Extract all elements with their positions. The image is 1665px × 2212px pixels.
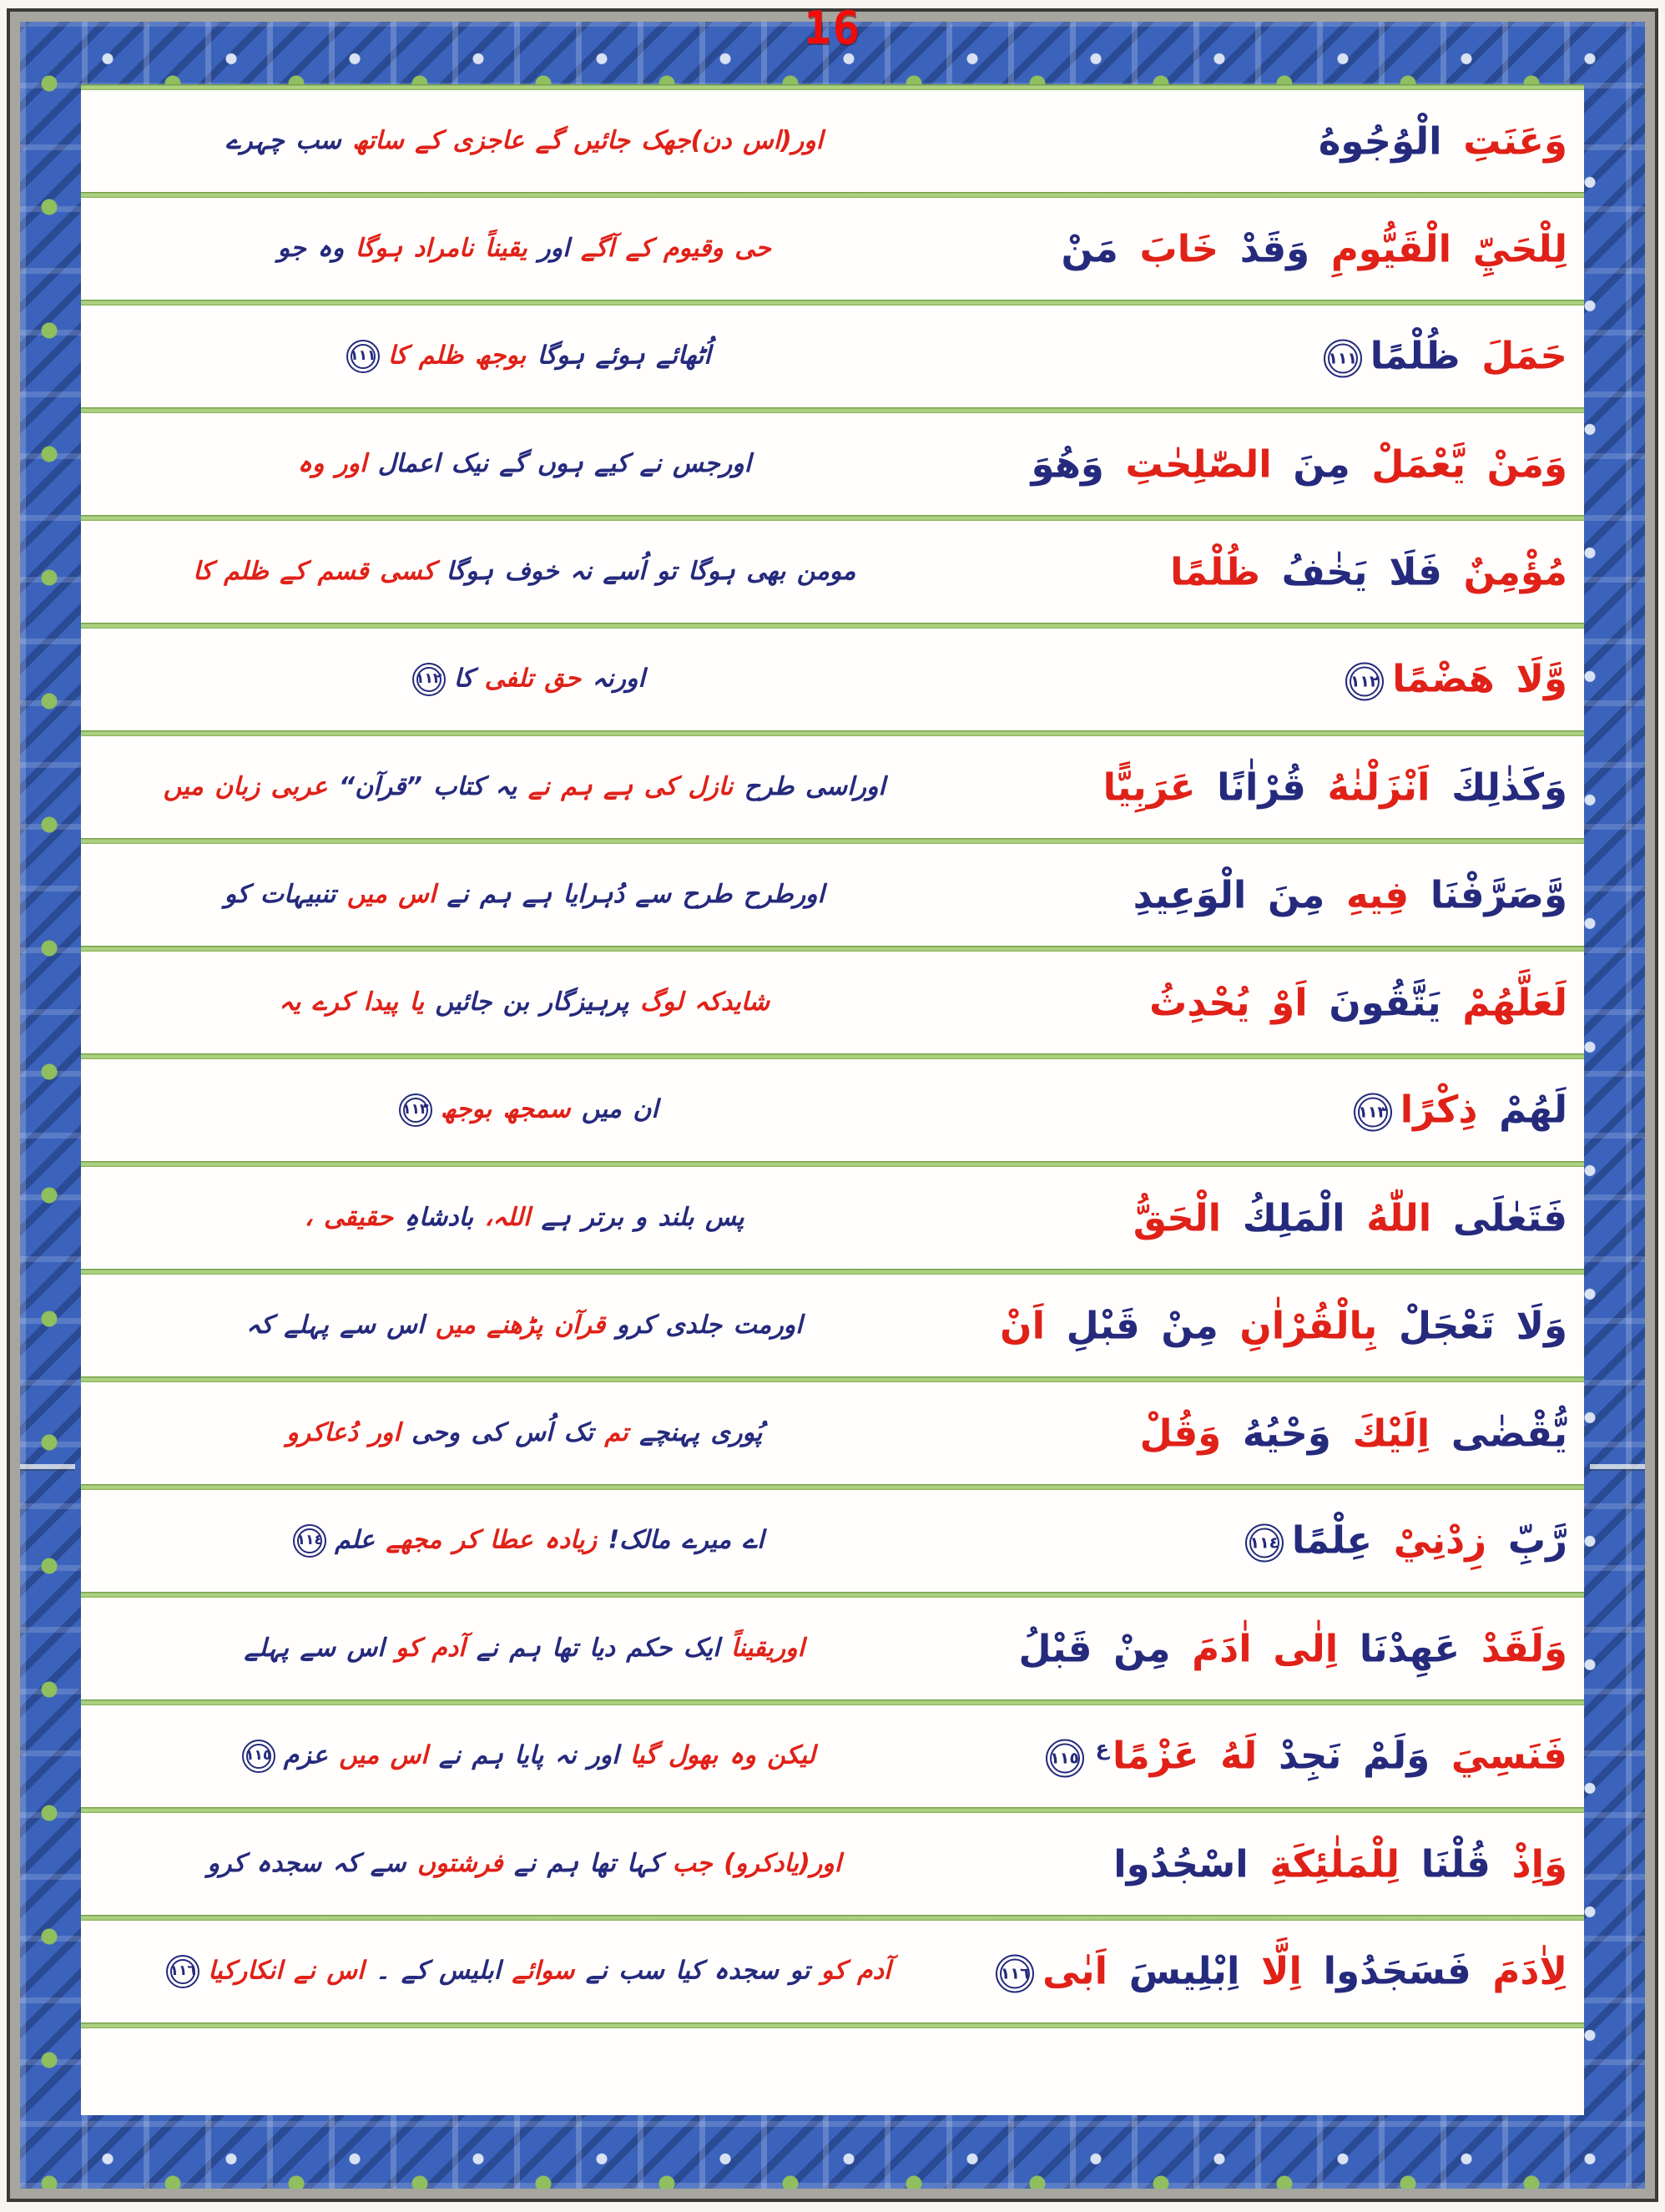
arabic-text-segment: الصّٰلِحٰتِ	[1125, 442, 1272, 487]
urdu-text-segment: پُوری پہنچے	[639, 1417, 763, 1447]
arabic-text-segment: اللّٰهُ	[1366, 1195, 1432, 1240]
arabic-text-segment: مِنَ الْوَعِيدِ	[1133, 872, 1325, 917]
green-divider	[81, 1053, 1584, 1059]
arabic-text-segment: وَلَمْ نَجِدْ	[1279, 1733, 1430, 1778]
urdu-text-segment: اور نہ پایا ہم نے	[439, 1740, 619, 1770]
urdu-translation-line	[111, 450, 938, 479]
arabic-text-segment: الْمَلِكُ	[1242, 1195, 1345, 1240]
urdu-text-segment: زیادہ عطا کر مجھے	[386, 1525, 598, 1555]
urdu-text-segment: اس میں	[346, 879, 436, 909]
arabic-text-segment: فَسَجَدُوا	[1323, 1948, 1471, 1993]
arabic-verse-line	[1315, 333, 1567, 378]
arabic-text-segment: فَلَا يَخٰفُ	[1281, 549, 1442, 594]
verse-row	[81, 1705, 1584, 1807]
urdu-translation-line	[111, 1850, 938, 1879]
verse-row	[81, 413, 1584, 515]
arabic-text-segment: ذِكْرًا	[1400, 1087, 1478, 1132]
urdu-text-segment: اورجس نے کیے ہوں گے نیک اعمال	[377, 448, 752, 478]
green-divider	[81, 1484, 1584, 1490]
urdu-translation-line	[111, 1634, 938, 1664]
urdu-text-segment: ان میں	[581, 1094, 658, 1124]
urdu-text-segment: اس سے پہلے	[244, 1633, 385, 1663]
urdu-text-segment: نازل کی ہے ہم نے	[527, 771, 734, 801]
urdu-translation-line	[111, 235, 938, 264]
urdu-translation-line	[111, 1419, 938, 1448]
arabic-text-segment: الْحَقُّ	[1133, 1195, 1222, 1240]
verse-row	[81, 1275, 1584, 1376]
arabic-text-segment: لَهُمْ	[1499, 1087, 1567, 1132]
decorative-blue-border	[20, 22, 1645, 2189]
green-divider	[81, 1269, 1584, 1275]
verse-row	[81, 1813, 1584, 1915]
urdu-text-segment: اوراسی طرح	[744, 771, 885, 801]
arabic-text-segment: وَهُوَ	[1031, 442, 1104, 487]
urdu-text-segment: آدم کو	[820, 1956, 891, 1986]
urdu-text-segment: بوجھ ظلم کا	[387, 341, 527, 371]
arabic-text-segment: عَرَبِيًّا	[1102, 765, 1196, 810]
arabic-text-segment: وَقَدْ	[1239, 226, 1310, 271]
urdu-text-segment: بادشاہِ	[404, 1202, 474, 1232]
arabic-text-segment: وَّصَرَّفْنَا	[1430, 872, 1567, 917]
urdu-text-segment: فرشتوں	[417, 1848, 503, 1878]
arabic-verse-line	[1170, 551, 1567, 593]
arabic-text-segment: مِنْ قَبْلِ	[1066, 1303, 1218, 1348]
urdu-text-segment: پرہیزگار بن جائیں	[435, 987, 629, 1017]
verse-row	[81, 90, 1584, 192]
arabic-verse-line	[1037, 1735, 1567, 1778]
verse-number-circle-urdu: ١١٥	[242, 1740, 275, 1773]
green-divider	[81, 623, 1584, 629]
green-divider	[81, 1161, 1584, 1167]
arabic-text-segment: مِنْ قَبْلُ	[1018, 1626, 1171, 1671]
urdu-text-segment: علم	[335, 1525, 375, 1555]
arabic-text-segment: بِالْقُرْاٰنِ	[1239, 1303, 1378, 1348]
urdu-text-segment: اس نے انکارکیا	[208, 1956, 365, 1986]
arabic-text-segment: اَنْ	[1000, 1303, 1045, 1348]
arabic-verse-line	[1319, 120, 1567, 162]
arabic-text-segment: قُرْاٰنًا	[1217, 765, 1306, 810]
arabic-text-segment: لَعَلَّهُمْ	[1462, 980, 1567, 1025]
arabic-verse-line	[1237, 1520, 1567, 1563]
green-divider	[81, 2023, 1584, 2028]
arabic-text-segment: مُؤْمِنٌ	[1463, 549, 1567, 594]
verse-number-circle-urdu: ١١٣	[399, 1093, 432, 1127]
verse-row	[81, 844, 1584, 946]
urdu-translation-line	[111, 340, 938, 373]
urdu-translation-line	[111, 881, 938, 910]
arabic-text-segment: قُلْنَا	[1420, 1841, 1491, 1886]
verse-number-circle-arabic: ١١٢	[1345, 663, 1384, 701]
arabic-verse-line	[1061, 228, 1567, 270]
verse-row	[81, 306, 1584, 407]
urdu-text-segment: اورنہ	[592, 664, 645, 694]
arabic-text-segment: وَقُلْ	[1139, 1411, 1222, 1456]
arabic-verse-line	[1133, 874, 1567, 916]
urdu-text-segment: عزم	[283, 1740, 328, 1770]
verse-number-circle-urdu: ١١٢	[412, 663, 446, 696]
verse-number-circle-arabic: ١١٦	[996, 1955, 1034, 1993]
urdu-text-segment: اور وہ	[297, 448, 367, 478]
urdu-translation-line	[111, 988, 938, 1018]
green-divider	[81, 515, 1584, 521]
arabic-text-segment: اَبٰى	[1042, 1948, 1108, 1993]
arabic-verse-line	[1018, 1628, 1567, 1669]
arabic-text-segment: لَهُ عَزْمًا	[1112, 1733, 1258, 1778]
urdu-text-segment: مومن بھی ہوگا تو اُسے نہ خوف ہوگا	[446, 556, 856, 586]
urdu-translation-line	[111, 1740, 938, 1773]
urdu-translation-line	[111, 1204, 938, 1233]
verse-row	[81, 1490, 1584, 1592]
verse-row	[81, 736, 1584, 838]
arabic-text-segment: عِلْمًا	[1291, 1518, 1373, 1563]
arabic-text-segment: اِبْلِيسَ	[1128, 1948, 1240, 1993]
urdu-text-segment: سب چہرے	[225, 125, 341, 155]
arabic-text-segment: زِدْنِيْ	[1393, 1518, 1487, 1563]
green-divider	[81, 1915, 1584, 1921]
arabic-verse-line	[1000, 1305, 1567, 1346]
green-divider	[81, 1592, 1584, 1598]
arabic-text-segment: اِلٰى اٰدَمَ	[1192, 1626, 1339, 1671]
urdu-text-segment: ابلیس کے ۔	[375, 1956, 502, 1986]
urdu-text-segment: اے میرے مالک!	[608, 1525, 764, 1555]
green-divider	[81, 1376, 1584, 1382]
arabic-verse-line	[1345, 1089, 1567, 1132]
arabic-text-segment: الْوُجُوهُ	[1318, 119, 1442, 164]
arabic-text-segment: وَعَنَتِ	[1463, 119, 1567, 164]
arabic-text-segment: فِيهِ	[1346, 872, 1410, 917]
urdu-text-segment: اور(یادکرو) جب	[672, 1848, 842, 1878]
urdu-text-segment: اُٹھائے ہوئے ہوگا	[537, 341, 711, 371]
verse-row	[81, 1167, 1584, 1269]
arabic-text-segment: اَنْزَلْنٰهُ	[1327, 765, 1430, 810]
urdu-text-segment: یہ کتاب ”قرآن“	[338, 771, 517, 801]
arabic-text-segment: خَابَ	[1139, 226, 1219, 271]
verse-number-circle-arabic: ١١٥	[1046, 1740, 1084, 1778]
urdu-translation-line	[111, 773, 938, 802]
green-divider	[81, 1807, 1584, 1813]
arabic-text-segment: اِلَّا	[1261, 1948, 1302, 1993]
arabic-text-segment: وَكَذٰلِكَ	[1451, 765, 1567, 810]
urdu-text-segment: اس میں	[339, 1740, 428, 1770]
urdu-text-segment: حی وقیوم کے آگے	[580, 233, 771, 263]
urdu-text-segment: تو سجدہ کیا سب نے	[585, 1956, 810, 1986]
urdu-text-segment: اورمت جلدی کرو	[616, 1310, 803, 1340]
urdu-text-segment: سمجھ بوجھ	[440, 1094, 571, 1124]
urdu-text-segment: تنبیہات کو	[224, 879, 336, 909]
urdu-text-segment: اوریقیناً	[730, 1633, 805, 1663]
urdu-text-segment: ایک حکم دیا تھا ہم نے	[476, 1633, 720, 1663]
urdu-text-segment: تم	[604, 1417, 628, 1447]
urdu-text-segment: اور	[538, 233, 570, 263]
arabic-text-segment: اَوْ يُحْدِثُ	[1149, 980, 1308, 1025]
urdu-text-segment: پس بلند و برتر ہے	[541, 1202, 744, 1232]
urdu-text-segment: کہا تھا ہم نے	[514, 1848, 662, 1878]
arabic-verse-line	[1103, 766, 1567, 808]
verse-row	[81, 521, 1584, 623]
arabic-text-segment: وَحْيُهُ	[1242, 1411, 1331, 1456]
arabic-text-segment: وَلَا تَعْجَلْ	[1398, 1303, 1567, 1348]
arabic-text-segment: يَتَّقُونَ	[1329, 980, 1441, 1025]
urdu-text-segment: سے کہ سجدہ کرو	[207, 1848, 406, 1878]
arabic-text-segment: وَلَقَدْ	[1481, 1626, 1567, 1671]
scan-seam-right	[1590, 1464, 1645, 1469]
arabic-text-segment: لِاٰدَمَ	[1492, 1948, 1567, 1993]
verse-row	[81, 1059, 1584, 1161]
urdu-text-segment: اللہ،	[484, 1202, 531, 1232]
outer-frame	[7, 8, 1658, 2202]
verse-number-circle-arabic: ١١٤	[1245, 1524, 1284, 1563]
arabic-text-segment: مَنْ	[1061, 226, 1118, 271]
arabic-text-segment: حَمَلَ	[1481, 333, 1567, 378]
arabic-text-segment: يُّقْضٰى	[1451, 1411, 1567, 1456]
arabic-text-segment: فَنَسِيَ	[1451, 1733, 1567, 1778]
arabic-text-segment: ظُلْمًا	[1170, 549, 1260, 594]
arabic-text-segment: فَتَعٰلَى	[1452, 1195, 1567, 1240]
arabic-text-segment: وَّلَا هَضْمًا	[1392, 656, 1567, 701]
urdu-text-segment: یا پیدا کرے یہ	[279, 987, 425, 1017]
arabic-verse-line	[1337, 656, 1567, 701]
urdu-translation-line	[111, 1524, 938, 1558]
urdu-text-segment: اورطرح طرح سے دُہرایا ہے ہم نے	[447, 879, 825, 909]
urdu-text-segment: اور(اس دن)جھک جائیں گے عاجزی کے ساتھ	[352, 125, 824, 155]
arabic-text-segment: مِنَ	[1293, 442, 1350, 487]
arabic-verse-line	[1140, 1412, 1567, 1454]
green-divider	[81, 407, 1584, 413]
urdu-translation-line	[111, 1955, 938, 1988]
urdu-text-segment: کا	[453, 664, 474, 694]
urdu-text-segment: وہ جو	[277, 233, 345, 263]
urdu-translation-line	[111, 1311, 938, 1341]
urdu-translation-line	[111, 1093, 938, 1127]
urdu-text-segment: حق تلفی	[484, 664, 582, 694]
arabic-verse-line	[987, 1948, 1567, 1993]
green-divider	[81, 1699, 1584, 1705]
arabic-verse-line	[1113, 1843, 1567, 1885]
verses-panel	[81, 84, 1584, 2115]
empty-row	[81, 2028, 1584, 2115]
urdu-text-segment: شایدکہ لوگ	[639, 987, 770, 1017]
verse-number-circle-urdu: ١١١	[346, 340, 380, 373]
scan-seam-left	[20, 1464, 75, 1469]
urdu-text-segment: آدم کو	[396, 1633, 466, 1663]
verse-number-circle-urdu: ١١٤	[293, 1524, 326, 1558]
urdu-text-segment: عربی زبان میں	[163, 771, 328, 801]
green-divider	[81, 838, 1584, 844]
urdu-text-segment: اور دُعاکرو	[286, 1417, 401, 1447]
green-divider	[81, 192, 1584, 198]
green-divider	[81, 84, 1584, 90]
green-divider	[81, 946, 1584, 952]
arabic-text-segment: اسْجُدُوا	[1113, 1841, 1249, 1886]
urdu-text-segment: لیکن وہ بھول گیا	[629, 1740, 815, 1770]
urdu-text-segment: یقیناً نامراد ہوگا	[355, 233, 527, 263]
arabic-text-segment: رَّبِّ	[1507, 1518, 1567, 1563]
verse-number-circle-arabic: ١١٣	[1354, 1093, 1392, 1132]
arabic-text-segment: وَمَنْ يَّعْمَلْ	[1371, 442, 1567, 487]
arabic-text-segment: ظُلْمًا	[1370, 333, 1461, 378]
green-divider	[81, 730, 1584, 736]
verse-row	[81, 1382, 1584, 1484]
urdu-text-segment: حقیقی ،	[304, 1202, 393, 1232]
arabic-text-segment: اِلَيْكَ	[1352, 1411, 1430, 1456]
urdu-translation-line	[111, 127, 938, 156]
verse-number-circle-arabic: ١١١	[1324, 340, 1362, 378]
arabic-text-segment: وَاِذْ	[1511, 1841, 1567, 1886]
arabic-text-segment: لِلْحَيِّ الْقَيُّومِ	[1330, 226, 1567, 271]
page-number: 16	[803, 2, 862, 54]
verse-row	[81, 1921, 1584, 2023]
arabic-verse-line	[1133, 1197, 1567, 1239]
urdu-text-segment: قرآن پڑھنے میں	[435, 1310, 606, 1340]
green-divider	[81, 300, 1584, 306]
ruku-mark: ع	[1095, 1736, 1109, 1760]
arabic-verse-line	[1031, 443, 1567, 485]
urdu-translation-line	[111, 558, 938, 587]
arabic-text-segment: عَهِدْنَا	[1359, 1626, 1461, 1671]
urdu-text-segment: تک اُس کی وحی	[411, 1417, 593, 1447]
verse-row	[81, 1598, 1584, 1699]
urdu-translation-line	[111, 663, 938, 696]
verse-number-circle-urdu: ١١٦	[166, 1955, 199, 1988]
verse-row	[81, 952, 1584, 1053]
arabic-text-segment: لِلْمَلٰئِكَةِ	[1269, 1841, 1400, 1886]
urdu-text-segment: کسی قسم کے ظلم کا	[193, 556, 436, 586]
urdu-text-segment: سوائے	[512, 1956, 575, 1986]
verse-row	[81, 198, 1584, 300]
arabic-verse-line	[1149, 982, 1567, 1023]
verse-row	[81, 629, 1584, 730]
urdu-text-segment: اس سے پہلے کہ	[246, 1310, 425, 1340]
